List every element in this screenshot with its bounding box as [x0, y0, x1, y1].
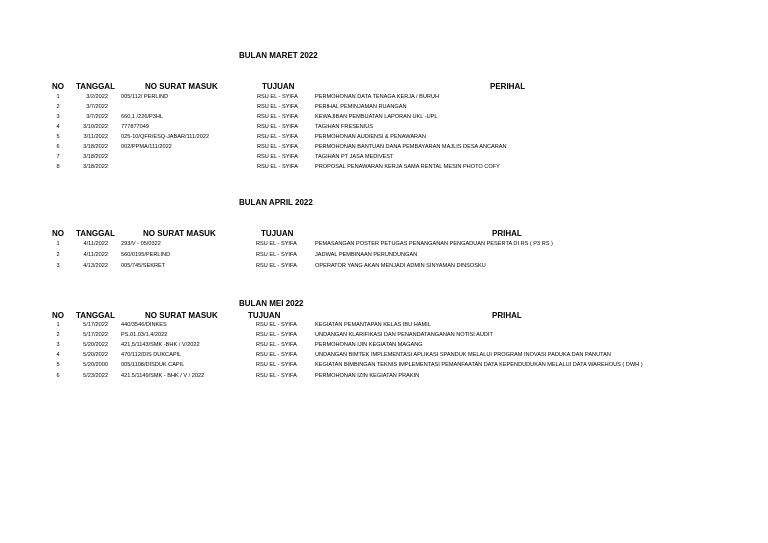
row-perihal: UNDANGAN BIMTEK IMPLEMENTASI APLIKASI SPANDUK MELALUI PROGRAM INOVASI PADUKA DAN PANUTAN — [315, 352, 611, 359]
row-perihal: PERMOHONAN IZIN KEGIATAN PRAKIN — [315, 372, 420, 379]
row-tujuan: RSU EL - SYIFA — [256, 251, 297, 258]
column-header-tanggal: TANGGAL — [76, 82, 115, 91]
row-tanggal: 3/11/2022 — [83, 134, 108, 140]
row-surat: 005/112/ PERLIND — [121, 94, 169, 100]
row-tanggal: 3/7/2022 — [86, 114, 108, 120]
section-title: BULAN MEI 2022 — [239, 299, 304, 308]
row-no: 5 — [56, 362, 60, 369]
row-no: 7 — [56, 154, 60, 160]
row-tanggal: 5/20/2022 — [83, 352, 108, 359]
row-tujuan: RSU EL - SYIFA — [256, 372, 297, 379]
row-no: 4 — [56, 124, 60, 130]
column-header-surat: NO SURAT MASUK — [145, 311, 218, 320]
row-surat: 560/0195/PERLIND — [121, 251, 171, 258]
section-title: BULAN MARET 2022 — [239, 51, 318, 60]
row-no: 6 — [56, 144, 60, 150]
row-tujuan: RSU EL - SYIFA — [257, 124, 298, 130]
row-surat: 660,1 /226/P3HL — [121, 114, 163, 120]
row-tujuan: RSU EL - SYIFA — [256, 332, 297, 339]
row-no: 8 — [56, 164, 60, 170]
column-header-surat: NO SURAT MASUK — [145, 82, 218, 91]
row-tanggal: 3/18/2022 — [83, 154, 108, 160]
row-tujuan: RSU EL - SYIFA — [256, 241, 297, 247]
column-header-tujuan: TUJUAN — [261, 229, 294, 238]
row-tujuan: RSU EL - SYIFA — [257, 94, 298, 100]
row-perihal: JADWAL PEMBINAAN PERUNDUNGAN — [315, 251, 418, 258]
row-no: 2 — [56, 104, 60, 110]
row-tujuan: RSU EL - SYIFA — [257, 134, 298, 140]
row-surat: 002/PPMA/111/2022 — [121, 144, 172, 150]
row-tujuan: RSU EL - SYIFA — [256, 362, 297, 369]
column-header-no: NO — [52, 311, 64, 320]
row-tanggal: 4/13/2022 — [83, 262, 108, 269]
row-tanggal: 3/10/2022 — [83, 124, 108, 130]
column-header-perihal: PRIHAL — [492, 311, 522, 320]
row-tujuan: RSU EL - SYIFA — [257, 144, 298, 150]
row-surat: 293/V - 05/0322 — [121, 241, 161, 247]
row-tanggal: 3/18/2022 — [83, 144, 108, 150]
row-perihal: KEGIATAN PEMANTAPAN KELAS IBU HAMIL — [315, 322, 431, 328]
column-header-surat: NO SURAT MASUK — [143, 229, 216, 238]
row-no: 6 — [56, 372, 60, 379]
column-header-tujuan: TUJUAN — [262, 82, 295, 91]
row-tujuan: RSU EL - SYIFA — [257, 104, 298, 110]
row-no: 3 — [56, 262, 60, 269]
row-perihal: PERMOHONAN IJIN KEGIATAN MAGANG — [315, 342, 423, 349]
column-header-tanggal: TANGGAL — [76, 311, 115, 320]
row-tanggal: 5/20/2022 — [83, 342, 108, 349]
row-tujuan: RSU EL - SYIFA — [256, 352, 297, 359]
row-perihal: KEGIATAN BIMBINGAN TEKNIS IMPLEMENTASI PEMANFAATAN DATA KEPENDUDUKAN MELALUI DATA WAREHOUS ( DWH ) — [315, 362, 643, 369]
column-header-no: NO — [52, 229, 64, 238]
row-tujuan: RSU EL - SYIFA — [256, 342, 297, 349]
section-title: BULAN APRIL 2022 — [239, 198, 313, 207]
row-no: 2 — [56, 332, 60, 339]
row-perihal: TAGIHAN PT JASA MEDIVEST — [315, 154, 394, 160]
row-no: 4 — [56, 352, 60, 359]
row-surat: 421.5/1149/SMK - BHK / V / 2022 — [121, 372, 205, 379]
row-tanggal: 5/23/2022 — [83, 372, 108, 379]
row-surat: 005/745/SEKRET — [121, 262, 166, 269]
row-perihal: TAGIHAN FRESENIUS — [315, 124, 374, 130]
column-header-tanggal: TANGGAL — [76, 229, 115, 238]
row-perihal: OPERATOR YANG AKAN MENJADI ADMIN SINYAMAN DINSOSKU — [315, 262, 486, 269]
row-surat: 025-10/QFR/ESQ-JABAR/111/2022 — [121, 134, 210, 140]
row-surat: 440/3546/DINKES — [121, 322, 167, 328]
row-no: 1 — [56, 322, 60, 328]
row-no: 3 — [56, 342, 60, 349]
row-surat: PS.01.03/1.4/2022 — [121, 332, 168, 339]
row-no: 5 — [56, 134, 60, 140]
column-header-tujuan: TUJUAN — [248, 311, 281, 320]
row-tanggal: 3/2/2022 — [86, 94, 108, 100]
row-surat: 470/112/DIS DUKCAPIL — [121, 352, 182, 359]
row-perihal: PERIHAL PEMINJAMAN RUANGAN — [315, 104, 407, 110]
row-tanggal: 5/20/2000 — [83, 362, 108, 369]
row-tujuan: RSU EL - SYIFA — [257, 154, 298, 160]
row-no: 1 — [56, 241, 60, 247]
row-surat: 005/1108/DISDUK CAPIL — [121, 362, 185, 369]
row-tujuan: RSU EL - SYIFA — [256, 262, 297, 269]
row-perihal: PERMOHONAN DATA TENAGA KERJA / BURUH — [315, 94, 440, 100]
row-tanggal: 5/17/2022 — [83, 322, 108, 328]
row-no: 2 — [56, 251, 60, 258]
row-surat: 777877049 — [121, 124, 149, 130]
row-tanggal: 3/18/2022 — [83, 164, 108, 170]
row-perihal: PEMASANGAN POSTER PETUGAS PENANGANAN PENGADUAN PESERTA DI RS ( P3 RS ) — [315, 241, 553, 247]
row-perihal: PROPOSAL PENAWARAN KERJA SAMA RENTAL MESIN PHOTO COFY — [315, 164, 500, 170]
column-header-perihal: PRIHAL — [492, 229, 522, 238]
row-perihal: UNDANGAN KLARIFIKASI DAN PENANDATANGANAN NOTISI AUDIT — [315, 332, 493, 339]
row-no: 1 — [56, 94, 60, 100]
row-tanggal: 3/7/2022 — [86, 104, 108, 110]
row-tanggal: 5/17/2022 — [83, 332, 108, 339]
column-header-perihal: PERIHAL — [490, 82, 526, 91]
row-perihal: KEWAJIBAN PEMBUATAN LAPORAN UKL -UPL — [315, 114, 438, 120]
column-header-no: NO — [52, 82, 64, 91]
row-surat: 421,5/1143/SMK -BHK / V/2022 — [121, 342, 200, 349]
row-perihal: PERMOHONAN AUDIENSI & PENAWARAN — [315, 134, 426, 140]
row-tanggal: 4/11/2022 — [83, 251, 108, 258]
row-tujuan: RSU EL - SYIFA — [256, 322, 297, 328]
row-tanggal: 4/11/2022 — [83, 241, 108, 247]
row-tujuan: RSU EL - SYIFA — [257, 114, 298, 120]
row-tujuan: RSU EL - SYIFA — [257, 164, 298, 170]
row-no: 3 — [56, 114, 60, 120]
row-perihal: PERMOHONAN BANTUAN DANA PEMBAYARAN MAJLIS DESA ANCARAN — [315, 144, 507, 150]
